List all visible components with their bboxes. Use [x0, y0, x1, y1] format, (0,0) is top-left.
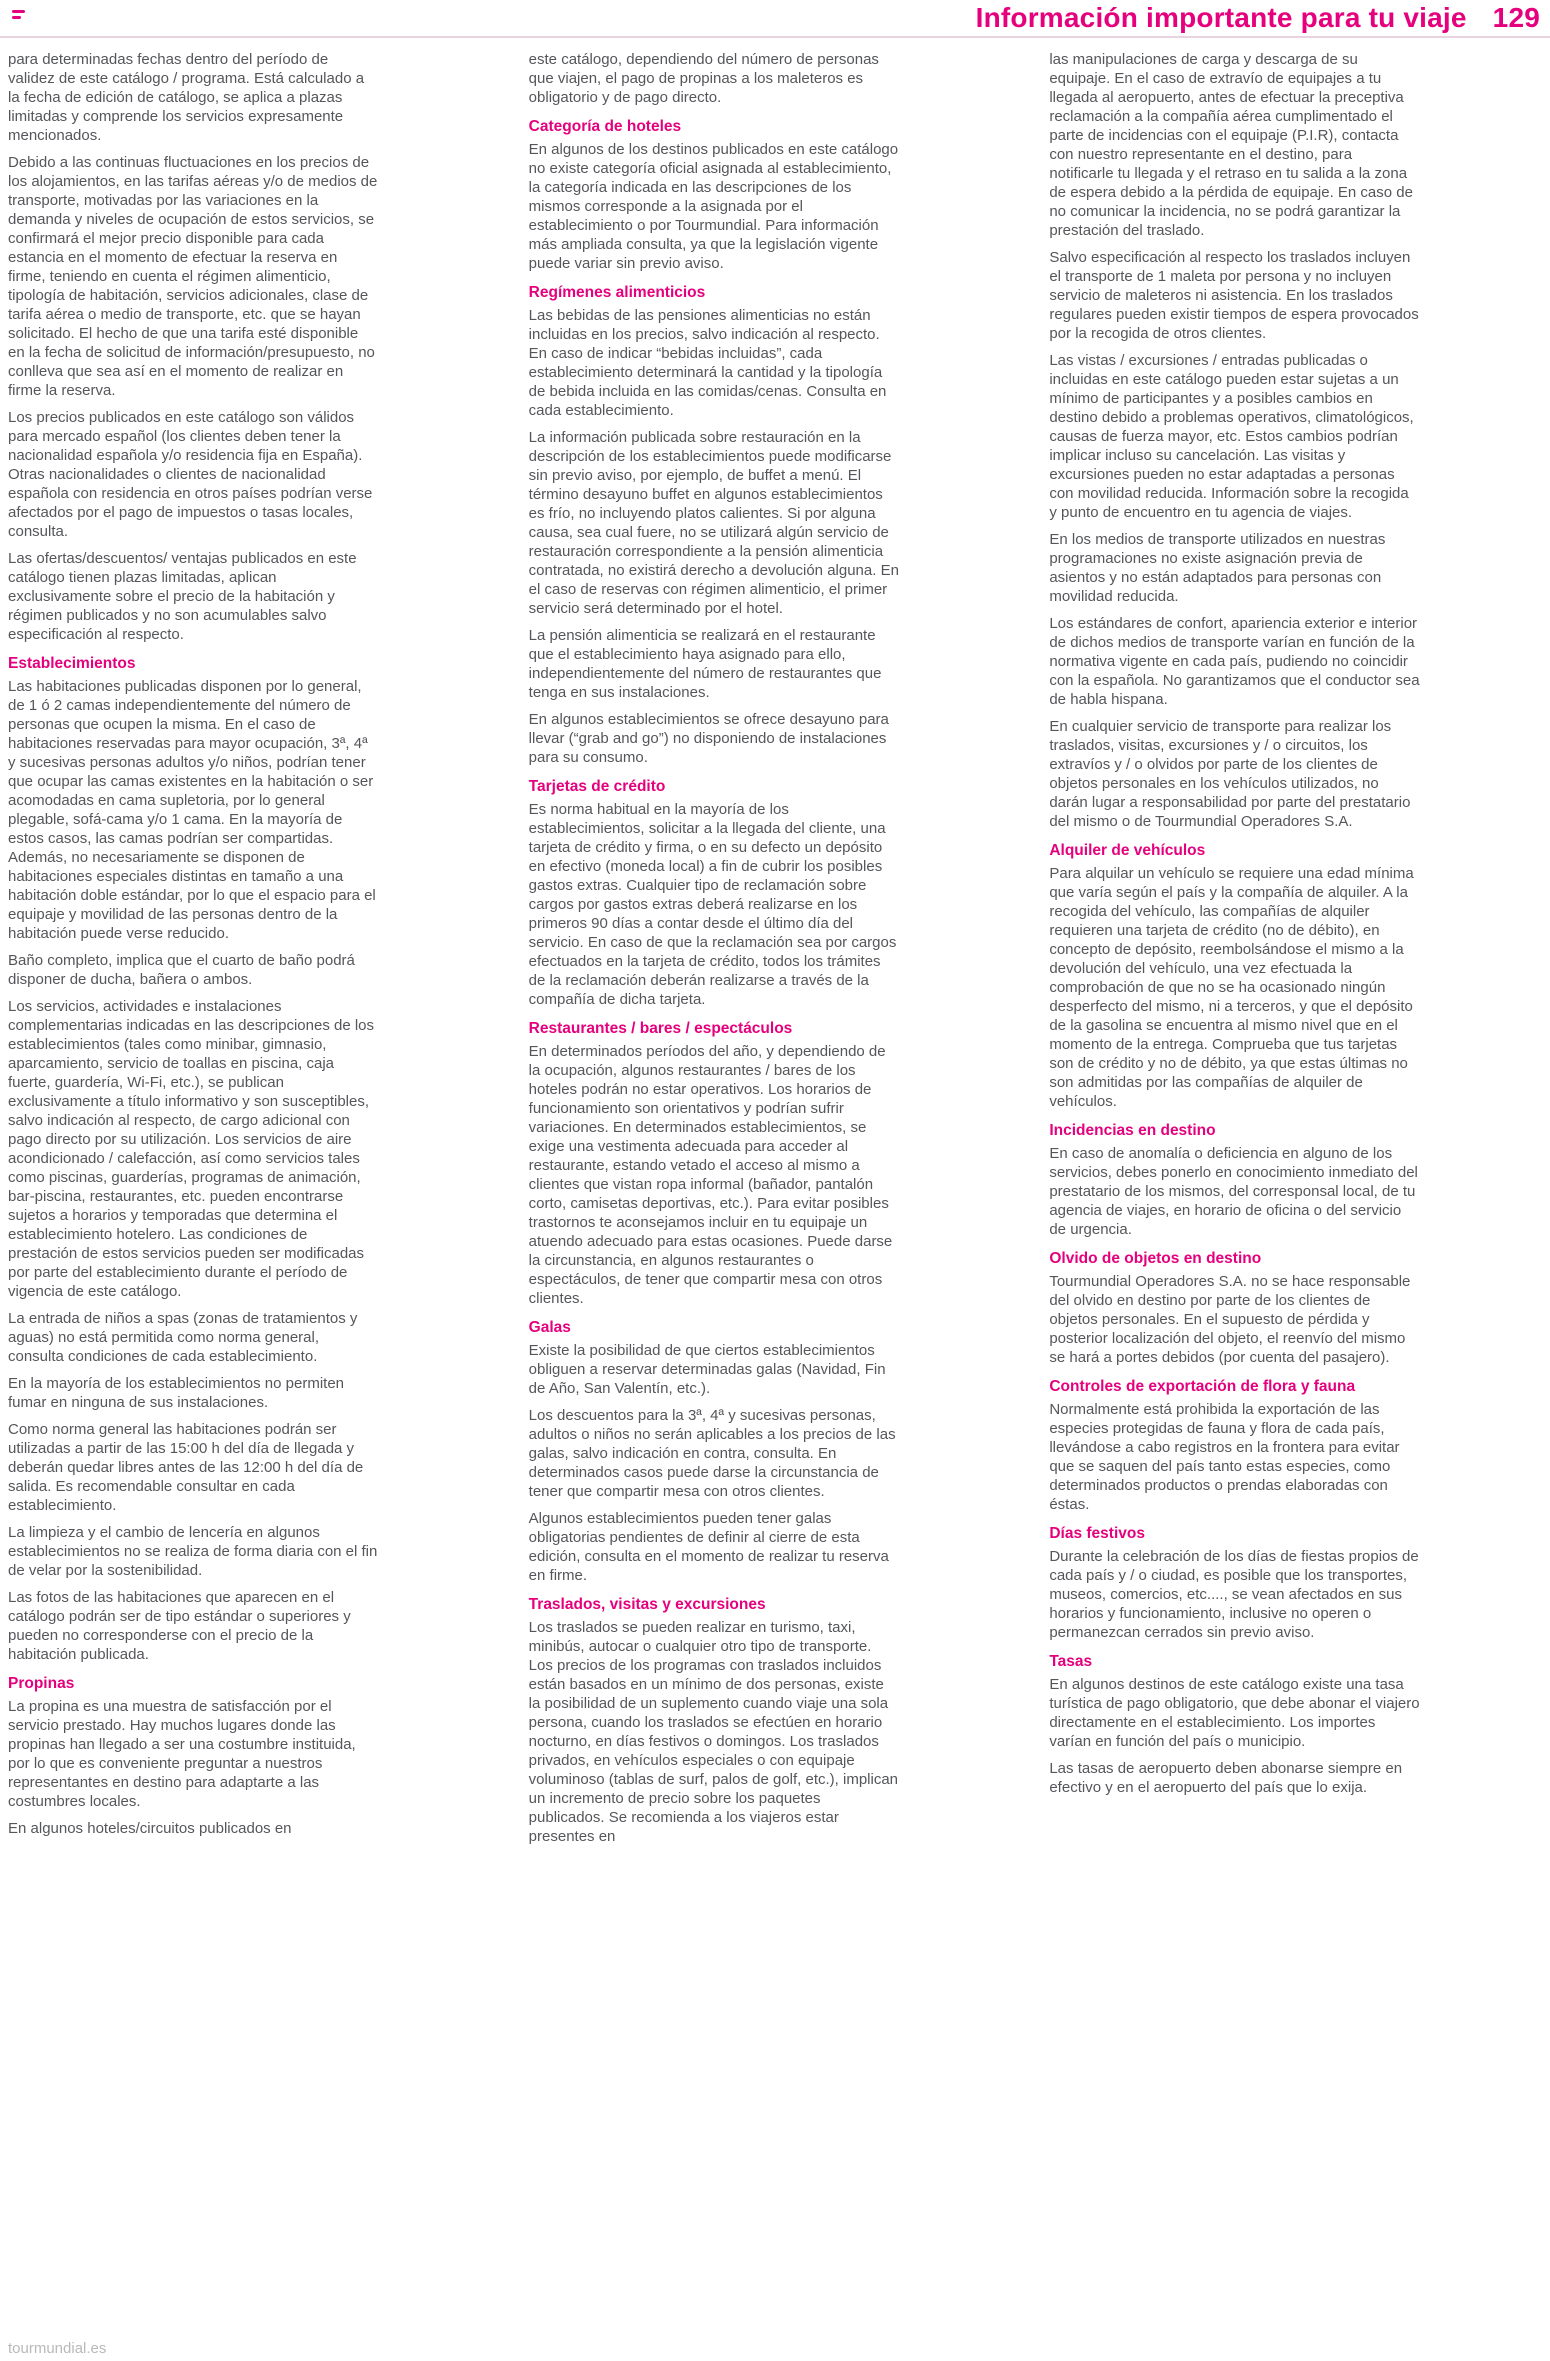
paragraph: La pensión alimenticia se realizará en el restaurante que el establecimiento haya asignado para ello, independientemente del número de restaurantes que tenga en sus instalaciones. — [528, 627, 882, 701]
paragraph: En los medios de transporte utilizados en nuestras programaciones no existe asignación previa de asientos y no están adaptados para personas con movilidad reducida. — [1049, 531, 1386, 605]
section-heading: Regímenes alimenticios — [528, 284, 706, 301]
paragraph: Las bebidas de las pensiones alimenticias no están incluidas en los precios, salvo indicación al respecto. En caso de indicar “bebidas incluidas”, cada establecimiento determinará la cantidad y la tipología de bebida incluida en las comidas/cenas. Consulta en cada establecimiento. — [528, 307, 887, 419]
paragraph: Las ofertas/descuentos/ ventajas publicados en este catálogo tienen plazas limitadas, aplican exclusivamente sobre el precio de la habitación y régimen publicados y no son acumulables salvo especificación al respecto. — [8, 550, 357, 643]
section-heading: Restaurantes / bares / espectáculos — [528, 1020, 793, 1037]
content-columns — [0, 38, 1550, 1854]
paragraph: Las tasas de aeropuerto deben abonarse siempre en efectivo y en el aeropuerto del país que lo exija. — [1049, 1760, 1403, 1796]
paragraph: En la mayoría de los establecimientos no permiten fumar en ninguna de sus instalaciones. — [8, 1375, 345, 1411]
section-heading: Categoría de hoteles — [528, 118, 682, 135]
paragraph: Las fotos de las habitaciones que aparecen en el catálogo podrán ser de tipo estándar o superiores y pueden no corresponderse con el precio de la habitación publicada. — [8, 1589, 351, 1663]
section-heading: Alquiler de vehículos — [1049, 842, 1206, 859]
section-heading: Días festivos — [1049, 1525, 1145, 1542]
paragraph: En caso de anomalía o deficiencia en alguno de los servicios, debes ponerlo en conocimiento inmediato del prestatario de los mismos, del corresponsal local, de tu agencia de viajes, en horario de oficina o del servicio de urgencia. — [1049, 1145, 1418, 1238]
paragraph: La información publicada sobre restauración en la descripción de los establecimientos puede modificarse sin previo aviso, por ejemplo, de buffet a menú. El término desayuno buffet en algunos establecimientos es frío, no incluyendo platos calientes. Si por alguna causa, sea cual fuere, no se utilizará algún servicio de restauración correspondiente a la pensión alimenticia contratada, no existirá derecho a devolución alguna. En el caso de reservas con régimen alimenticio, el primer servicio será determinado por el hotel. — [528, 429, 899, 617]
tourmundial-logo-icon — [12, 10, 25, 22]
section-heading: Tasas — [1049, 1653, 1093, 1670]
paragraph: Existe la posibilidad de que ciertos establecimientos obliguen a reservar determinadas galas (Navidad, Fin de Año, San Valentín, etc.). — [528, 1342, 886, 1397]
paragraph: Debido a las continuas fluctuaciones en los precios de los alojamientos, en las tarifas aéreas y/o de medios de transporte, motivadas por las variaciones en la demanda y niveles de ocupación de estos servicios, se confirmará el mejor precio disponible para cada estancia en el momento de efectuar la reserva en firme, teniendo en cuenta el régimen alimenticio, tipología de habitación, servicios adicionales, clase de tarifa aérea o medio de transporte, etc. que se hayan solicitado. El hecho de que una tarifa esté disponible en la fecha de solicitud de información/presupuesto, no conlleva que sea así en el momento de realizar en firme la reserva. — [8, 154, 378, 399]
paragraph: Los traslados se pueden realizar en turismo, taxi, minibús, autocar o cualquier otro tipo de transporte. Los precios de los programas con traslados incluidos están basados en un mínimo de dos personas, existe la posibilidad de un suplemento cuando viaje una sola persona, cuando los traslados se efectúen en horario nocturno, en días festivos o domingos. Los traslados privados, en vehículos especiales o con equipaje voluminoso (tablas de surf, palos de golf, etc.), implican un incremento de precio sobre los paquetes publicados. Se recomienda a los viajeros estar presentes en — [528, 1619, 899, 1845]
section-heading: Olvido de objetos en destino — [1049, 1250, 1262, 1267]
text-column-2 — [529, 50, 900, 1854]
paragraph: Los descuentos para la 3ª, 4ª y sucesivas personas, adultos o niños no serán aplicables a los precios de las galas, salvo indicación en contra, consulta. En determinados casos puede darse la circunstancia de tener que compartir mesa con otros clientes. — [528, 1407, 896, 1500]
paragraph: Los precios publicados en este catálogo son válidos para mercado español (los clientes deben tener la nacionalidad española y/o residencia fija en España). Otras nacionalidades o clientes de nacionalidad española con residencia en otros países podrían verse afectados por el pago de impuestos o tasas locales, consulta. — [8, 409, 373, 540]
paragraph: En algunos hoteles/circuitos publicados en — [8, 1820, 292, 1837]
text-column-1 — [8, 50, 379, 1854]
section-heading: Controles de exportación de flora y fauna — [1049, 1378, 1356, 1395]
paragraph: Los servicios, actividades e instalaciones complementarias indicadas en las descripciones de los establecimientos (tales como minibar, gimnasio, aparcamiento, servicio de toallas en piscina, caja fuerte, guardería, Wi-Fi, etc.), se publican exclusivamente a título informativo y son susceptibles, salvo indicación al respecto, de cargo adicional con pago directo por su utilización. Los servicios de aire acondicionado / calefacción, así como servicios tales como piscinas, guarderías, programas de animación, bar-piscina, restaurantes, etc. pueden encontrarse sujetos a horarios y temporadas que determina el establecimiento hotelero. Las condiciones de prestación de estos servicios pueden ser modificadas por parte del establecimiento durante el período de vigencia de este catálogo. — [8, 998, 375, 1300]
paragraph: Algunos establecimientos pueden tener galas obligatorias pendientes de definir al cierre de esta edición, consulta en el momento de realizar tu reserva en firme. — [528, 1510, 889, 1584]
page-number: 129 — [1492, 2, 1540, 33]
page-footer — [8, 2340, 106, 2357]
paragraph: Baño completo, implica que el cuarto de baño podrá disponer de ducha, bañera o ambos. — [8, 952, 355, 988]
page-header — [0, 0, 1550, 32]
paragraph: Durante la celebración de los días de fiestas propios de cada país y / o ciudad, es posible que los transportes, museos, comercios, etc...., se vean afectados en sus horarios y funcionamiento, inclusive no operen o permanezcan cerrados sin previo aviso. — [1049, 1548, 1419, 1641]
section-heading: Establecimientos — [8, 655, 136, 672]
paragraph: las manipulaciones de carga y descarga de su equipaje. En el caso de extravío de equipajes a tu llegada al aeropuerto, antes de efectuar la preceptiva reclamación a la compañía aérea cumplimentado el parte de incidencias con el equipaje (P.I.R), contacta con nuestro representante en el destino, para notificarle tu llegada y el retraso en tu salida a la zona de espera debido a la pérdida de equipaje. En caso de no comunicar la incidencia, no se podrá garantizar la prestación del traslado. — [1049, 51, 1413, 239]
paragraph: En algunos de los destinos publicados en este catálogo no existe categoría oficial asignada al establecimiento, la categoría indicada en las descripciones de los mismos corresponde a la asignada por el establecimiento o por Tourmundial. Para información más ampliada consulta, ya que la legislación vigente puede variar sin previo aviso. — [528, 141, 899, 272]
section-heading: Galas — [528, 1319, 571, 1336]
paragraph: Salvo especificación al respecto los traslados incluyen el transporte de 1 maleta por persona y no incluyen servicio de maleteros ni asistencia. En los traslados regulares pueden existir tiempos de espera provocados por la recogida de otros clientes. — [1049, 249, 1419, 342]
paragraph: este catálogo, dependiendo del número de personas que viajen, el pago de propinas a los maleteros es obligatorio y de pago directo. — [528, 51, 879, 106]
paragraph: En determinados períodos del año, y dependiendo de la ocupación, algunos restaurantes / bares de los hoteles podrán no estar operativos. Los horarios de funcionamiento son orientativos y podrían sufrir variaciones. En determinados establecimientos, se exige una vestimenta adecuada para acceder al restaurante, estando vetado el acceso al mismo a clientes que vistan ropa informal (bañador, pantalón corto, camisetas deportivas, etc.). Para evitar posibles trastornos te aconsejamos incluir en tu equipaje un atuendo adecuado para estas ocasiones. Puede darse la circunstancia, en algunos restaurantes o espectáculos, de tener que compartir mesa con otros clientes. — [528, 1043, 893, 1307]
section-heading: Propinas — [8, 1675, 75, 1692]
footer-url: tourmundial.es — [8, 2340, 107, 2357]
paragraph: En algunos establecimientos se ofrece desayuno para llevar (“grab and go”) no disponiendo de instalaciones para su consumo. — [528, 711, 889, 766]
page-title: Información importante para tu viaje — [975, 2, 1467, 33]
paragraph: Las habitaciones publicadas disponen por lo general, de 1 ó 2 camas independientemente del número de personas que ocupen la misma. En el caso de habitaciones reservadas para mayor ocupación, 3ª, 4ª y sucesivas personas adultos y/o niños, podrían tener que ocupar las camas existentes en la habitación o ser acomodadas en cama supletoria, por lo general plegable, sofá-cama y/o 1 cama. En la mayoría de estos casos, las camas podrían ser compartidas. Además, no necesariamente se disponen de habitaciones especiales distintas en tamaño a una habitación doble estándar, por lo que el espacio para el equipaje y movilidad de las personas dentro de la habitación puede verse reducido. — [8, 678, 376, 942]
paragraph: La propina es una muestra de satisfacción por el servicio prestado. Hay muchos lugares donde las propinas han llegado a ser una costumbre instituida, por lo que es conveniente preguntar a nuestros representantes en destino para adaptarte a las costumbres locales. — [8, 1698, 356, 1810]
section-heading: Traslados, visitas y excursiones — [528, 1596, 766, 1613]
paragraph: En algunos destinos de este catálogo existe una tasa turística de pago obligatorio, que debe abonar el viajero directamente en el establecimiento. Los importes varían en función del país o municipio. — [1049, 1676, 1420, 1750]
paragraph: Para alquilar un vehículo se requiere una edad mínima que varía según el país y la compañía de alquiler. A la recogida del vehículo, las compañías de alquiler requieren una tarjeta de crédito (no de débito), en concepto de depósito, reembolsándose el mismo a la devolución del vehículo, una vez efectuada la comprobación de que no se ha ocasionado ningún desperfecto del mismo, ni a terceros, y que el depósito de la gasolina se encuentra al mismo nivel que en el momento de la entrega. Comprueba que tus tarjetas son de crédito y no de débito, ya que estas últimas no son admitidas por las compañías de alquiler de vehículos. — [1049, 865, 1414, 1110]
paragraph: Tourmundial Operadores S.A. no se hace responsable del olvido en destino por parte de los clientes de objetos personales. En el supuesto de pérdida y posterior localización del objeto, el reenvío del mismo se hará a portes debidos (por cuenta del pasajero). — [1049, 1273, 1411, 1366]
paragraph: Es norma habitual en la mayoría de los establecimientos, solicitar a la llegada del cliente, una tarjeta de crédito y firma, o en su defecto un depósito en efectivo (moneda local) a fin de cubrir los posibles gastos extras. Cualquier tipo de reclamación sobre cargos por gastos extras deberá realizarse en los primeros 90 días a contar desde el último día del servicio. En caso de que la reclamación sea por cargos efectuados en la tarjeta de crédito, todos los trámites de la reclamación deberán realizarse a través de la compañía de dicha tarjeta. — [528, 801, 897, 1008]
paragraph: Como norma general las habitaciones podrán ser utilizadas a partir de las 15:00 h del día de llegada y deberán quedar libres antes de las 12:00 h del día de salida. Es recomendable consultar en cada establecimiento. — [8, 1421, 364, 1514]
page-title-row — [976, 4, 1540, 32]
section-heading: Tarjetas de crédito — [528, 778, 666, 795]
section-heading: Incidencias en destino — [1049, 1122, 1216, 1139]
paragraph: Los estándares de confort, apariencia exterior e interior de dichos medios de transporte varían en función de la normativa vigente en cada país, pudiendo no coincidir con la española. No garantizamos que el conductor sea de habla hispana. — [1049, 615, 1420, 708]
paragraph: La entrada de niños a spas (zonas de tratamientos y aguas) no está permitida como norma general, consulta condiciones de cada establecimiento. — [8, 1310, 358, 1365]
text-column-3 — [1049, 50, 1420, 1854]
paragraph: En cualquier servicio de transporte para realizar los traslados, visitas, excursiones y / o circuitos, los extravíos y / o olvidos por parte de los clientes de objetos personales en los vehículos utilizados, no darán lugar a responsabilidad por parte del prestatario del mismo o de Tourmundial Operadores S.A. — [1049, 718, 1411, 830]
paragraph: La limpieza y el cambio de lencería en algunos establecimientos no se realiza de forma diaria con el fin de velar por la sostenibilidad. — [8, 1524, 378, 1579]
paragraph: Las vistas / excursiones / entradas publicadas o incluidas en este catálogo pueden estar sujetas a un mínimo de participantes y a posibles cambios en destino debido a problemas operativos, climatológicos, causas de fuerza mayor, etc. Estos cambios podrían implicar incluso su cancelación. Las visitas y excursiones pueden no estar adaptadas a personas con movilidad reducida. Información sobre la recogida y punto de encuentro en tu agencia de viajes. — [1049, 352, 1414, 521]
paragraph: para determinadas fechas dentro del período de validez de este catálogo / programa. Está calculado a la fecha de edición de catálogo, se aplica a plazas limitadas y comprende los servicios expresamente mencionados. — [8, 51, 365, 144]
paragraph: Normalmente está prohibida la exportación de las especies protegidas de fauna y flora de cada país, llevándose a cabo registros en la frontera para evitar que se saquen del país tanto estas especies, como determinados productos o prendas elaboradas con éstas. — [1049, 1401, 1400, 1513]
